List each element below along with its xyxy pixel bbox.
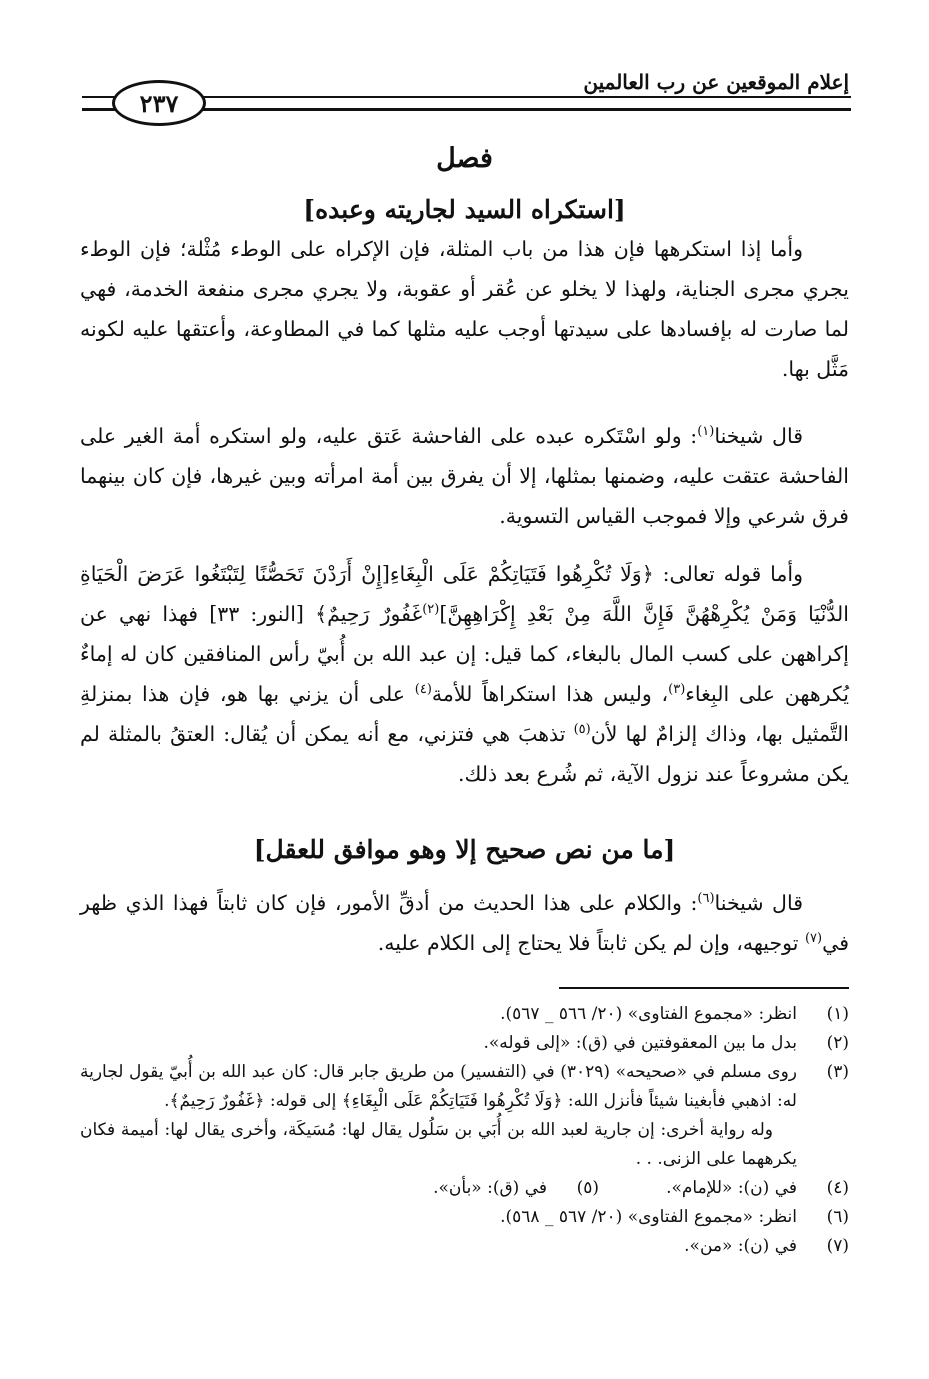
footnote-number: (٧) bbox=[826, 1236, 849, 1256]
footnote-number: (٥) bbox=[576, 1178, 599, 1198]
footnote-ref-5: (٥) bbox=[573, 722, 591, 738]
paragraph-1: وأما إذا استكرهها فإن هذا من باب المثلة، فإن الإكراه على الوطء مُثْلة؛ فإن الوطء يجري مجرى الجناية، ولهذا لا يخلو عن عُقر أو عقوبة، ولا يجري مجرى منفعة الخدمة، فهي لما صارت له بإفسادها على سيدتها أوجب عليه مثلها كما في المطاوعة، وأعتقها عليه لكونه مَثَّل بها. bbox=[80, 237, 849, 381]
footnote-3-text-a: روى مسلم في «صحيحه» (٣٠٢٩) في (التفسير) من طريق جابر قال: كان عبد الله بن أُبيّ يقول لجارية له: اذهبي فأبغينا شيئاً فأنزل الله: bbox=[80, 1062, 797, 1111]
footnote-number: (٦) bbox=[826, 1207, 849, 1227]
footnote-ref-4: (٤) bbox=[414, 682, 432, 698]
para4-text-a: قال شيخنا bbox=[714, 891, 803, 915]
footnote-text: في (ن): «للإمام». bbox=[666, 1178, 797, 1198]
footnote-rule bbox=[559, 987, 849, 989]
footnote-ref-2: (٢) bbox=[422, 602, 440, 618]
footnote-3-verse-b: ﴿غَفُورٌ رَحِيمٌ﴾ bbox=[169, 1091, 265, 1111]
para3-text-e: تذهبَ هي فتزني، مع أنه يمكن أن يُقال: العتقُ بالمثلة لم يكن مشروعاً عند نزول الآية، ثم شُرع بعد ذلك. bbox=[80, 722, 849, 786]
footnote-6 bbox=[80, 1203, 849, 1232]
footnotes bbox=[80, 1000, 849, 1261]
footnote-3-continuation: وله رواية أخرى: إن جارية لعبد الله بن أُبَي بن سَلُول يقال لها: مُسَيكَة، وأخرى يقال لها: أميمة فكان يكرههما على الزنى. . . bbox=[80, 1120, 797, 1169]
footnote-text: بدل ما بين المعقوفتين في (ق): «إلى قوله». bbox=[483, 1033, 797, 1053]
footnote-ref-3: (٣) bbox=[668, 682, 686, 698]
para3-text-a: وأما قوله تعالى: bbox=[653, 562, 803, 586]
footnote-7 bbox=[80, 1232, 849, 1261]
footnote-3-text-c: . bbox=[164, 1091, 170, 1111]
paragraph-3 bbox=[80, 554, 849, 794]
para3-text-d: على أن يزني بها هو، فإن هذا بمنزلةِ التَّمثيل بها، وذاك إلزامٌ لها لأن bbox=[80, 682, 849, 746]
quran-verse-end: غَفُورٌ رَحِيمٌ﴾ bbox=[315, 602, 423, 626]
footnote-number: (٢) bbox=[826, 1033, 849, 1053]
footnote-2 bbox=[80, 1029, 849, 1058]
para4-text-b: : والكلام على هذا الحديث من أدقِّ الأمور، فإن كان ثابتاً فهذا الذي ظهر في bbox=[80, 891, 849, 955]
page-number: ٢٣٧ bbox=[112, 80, 206, 126]
footnote-ref-6: (٦) bbox=[697, 891, 715, 907]
footnote-3-verse-a: ﴿وَلَا تُكْرِهُوا فَتَيَاتِكُمْ عَلَى الْبِغَاءِ﴾ bbox=[341, 1091, 563, 1111]
paragraph-2 bbox=[80, 416, 849, 536]
para3-text-b: [النور: ٣٣] فهذا نهي عن إكراههن على كسب المال بالبغاء، كما قيل: إن عبد الله بن أُبيّ رأس المنافقين كان له إماءٌ يُكرههن على البِغاء bbox=[80, 602, 849, 706]
footnote-number: (٣) bbox=[826, 1062, 849, 1082]
footnote-number: (١) bbox=[826, 1004, 849, 1024]
footnote-text bbox=[80, 1058, 797, 1116]
footnote-text: في (ن): «من». bbox=[684, 1236, 797, 1256]
footnote-ref-7: (٧) bbox=[804, 931, 823, 947]
quran-verse: ﴿وَلَا تُكْرِهُوا فَتَيَاتِكُمْ عَلَى الْبِغَاءِ[إِنْ أَرَدْنَ تَحَصُّنًا لِتَبْتَغُوا عَرَضَ الْحَيَاةِ الدُّنْيَا وَمَنْ يُكْرِهْهُنَّ فَإِنَّ اللَّهَ مِنْ بَعْدِ إِكْرَاهِهِنَّ] bbox=[80, 562, 849, 626]
para2-text-a: قال شيخنا bbox=[714, 424, 803, 448]
subheading-forced-slave: [استكراه السيد لجاريته وعبده] bbox=[303, 195, 626, 224]
footnote-text: في (ق): «بأن». bbox=[433, 1178, 547, 1198]
footnote-5 bbox=[349, 1174, 599, 1203]
paragraph-4 bbox=[80, 883, 849, 963]
footnote-ref-1: (١) bbox=[697, 424, 715, 440]
footnote-text: انظر: «مجموع الفتاوى» (٢٠/ ٥٦٧ _ ٥٦٨). bbox=[500, 1207, 797, 1227]
running-title: إعلام الموقعين عن رب العالمين bbox=[583, 70, 849, 94]
footnote-number: (٤) bbox=[826, 1178, 849, 1198]
footnote-row-4-5 bbox=[80, 1174, 849, 1203]
para3-text-c: ، وليس هذا استكراهاً للأمة bbox=[431, 682, 669, 706]
footnote-4 bbox=[599, 1174, 849, 1203]
footnote-3 bbox=[80, 1058, 849, 1116]
section-heading: فصل bbox=[436, 143, 493, 174]
footnote-text: انظر: «مجموع الفتاوى» (٢٠/ ٥٦٦ _ ٥٦٧). bbox=[500, 1004, 797, 1024]
para4-text-c: توجيهه، وإن لم يكن ثابتاً فلا يحتاج إلى الكلام عليه. bbox=[377, 931, 805, 955]
subheading-text-and-reason: [ما من نص صحيح إلا وهو موافق للعقل] bbox=[253, 835, 676, 864]
footnote-3-text-b: إلى قوله: bbox=[264, 1091, 342, 1111]
para2-text-b: : ولو اسْتَكره عبده على الفاحشة عَتق عليه، ولو استكره أمة الغير على الفاحشة عتقت عليه، وضمنها بمثلها، إلا أن يفرق بين أمة امرأته وبين غيرها، فإن كان بينهما فرق شرعي وإلا فموجب القياس التسوية. bbox=[80, 424, 849, 528]
footnote-1 bbox=[80, 1000, 849, 1029]
